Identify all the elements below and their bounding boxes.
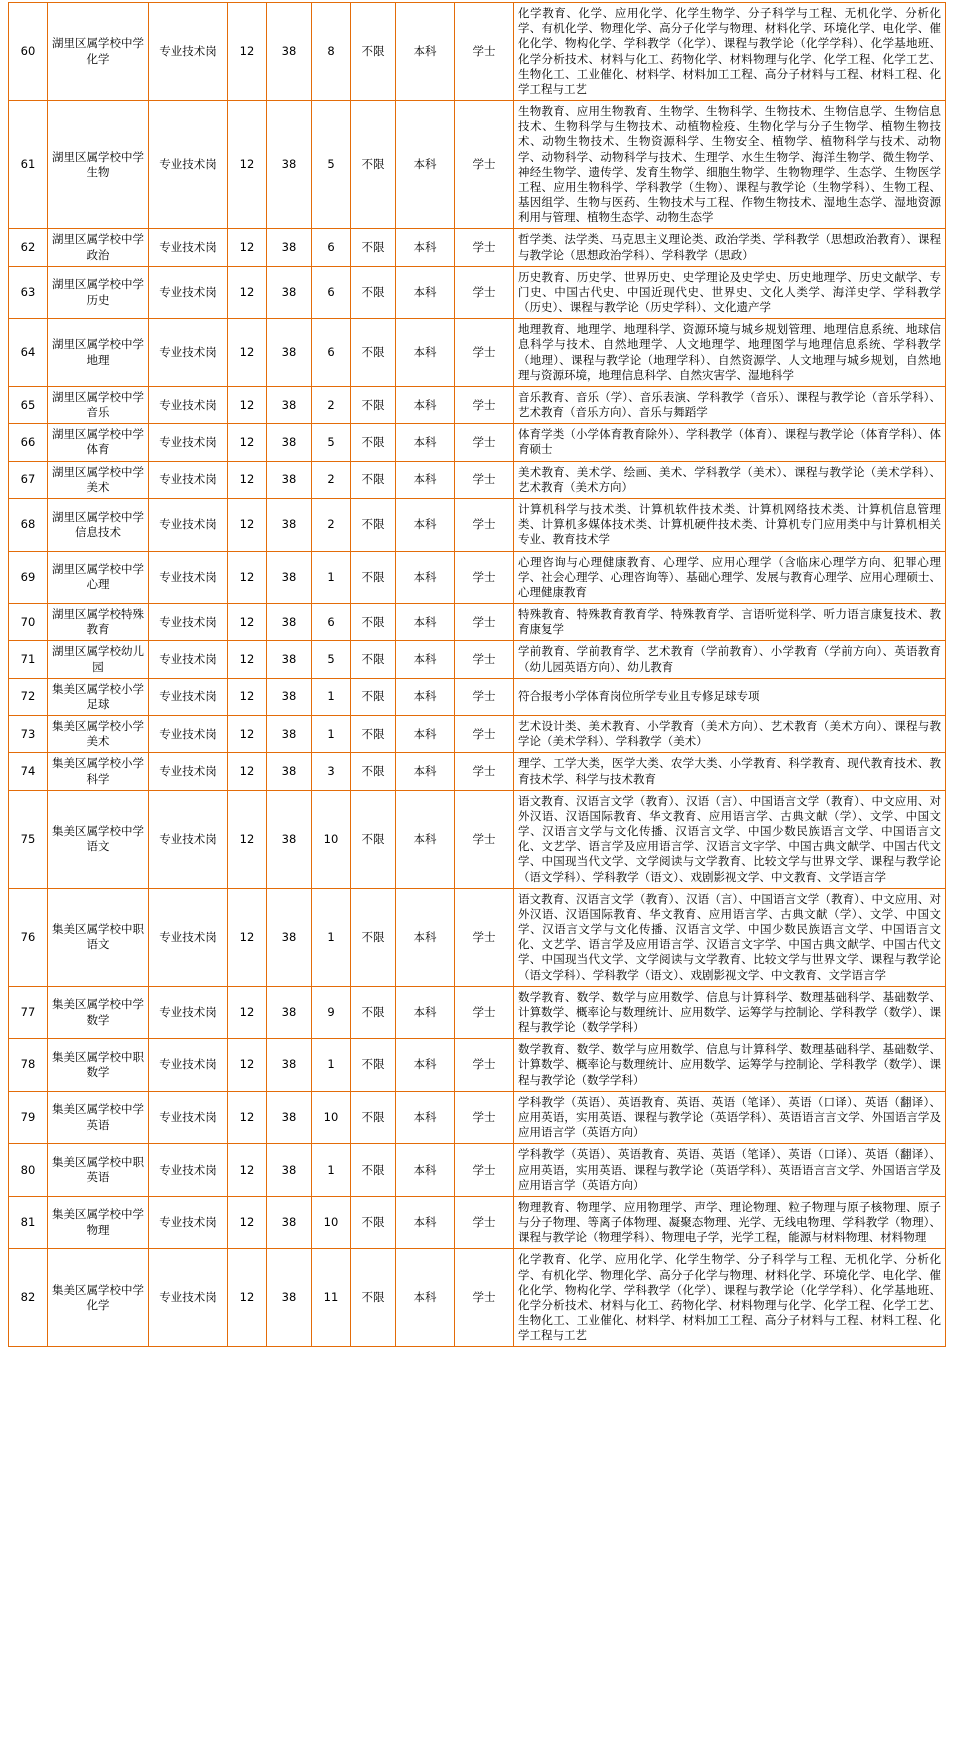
table-row — [9, 1039, 946, 1092]
gender-requirement: 不限 — [351, 1091, 396, 1144]
post-name: 湖里区属学校中学心理 — [48, 551, 149, 604]
degree-requirement: 学士 — [455, 753, 514, 790]
degree-requirement: 学士 — [455, 3, 514, 101]
row-number: 60 — [9, 3, 48, 101]
row-number: 69 — [9, 551, 48, 604]
post-type: 专业技术岗 — [149, 386, 228, 423]
post-type: 专业技术岗 — [149, 790, 228, 888]
education-requirement: 本科 — [396, 641, 455, 678]
degree-requirement: 学士 — [455, 888, 514, 986]
table-row — [9, 551, 946, 604]
table-row — [9, 790, 946, 888]
post-type: 专业技术岗 — [149, 753, 228, 790]
major-requirement — [514, 461, 946, 498]
row-number: 82 — [9, 1249, 48, 1347]
major-requirement — [514, 266, 946, 319]
gender-requirement: 不限 — [351, 229, 396, 266]
major-text: 符合报考小学体育岗位所学专业且专修足球专项 — [518, 689, 760, 704]
gender-requirement: 不限 — [351, 1196, 396, 1249]
value-a: 12 — [228, 1039, 267, 1092]
headcount: 6 — [312, 229, 351, 266]
table-row — [9, 604, 946, 641]
degree-requirement: 学士 — [455, 716, 514, 753]
post-type: 专业技术岗 — [149, 101, 228, 229]
degree-requirement: 学士 — [455, 424, 514, 461]
row-number: 70 — [9, 604, 48, 641]
degree-requirement: 学士 — [455, 461, 514, 498]
education-requirement: 本科 — [396, 888, 455, 986]
major-requirement — [514, 424, 946, 461]
major-requirement — [514, 790, 946, 888]
major-requirement — [514, 1091, 946, 1144]
degree-requirement: 学士 — [455, 641, 514, 678]
row-number: 68 — [9, 498, 48, 551]
major-text: 体育学类（小学体育教育除外）、学科教学（体育）、课程与教学论（体育学科）、体育硕士 — [518, 427, 941, 457]
major-text: 计算机科学与技术类、计算机软件技术类、计算机网络技术类、计算机信息管理类、计算机多媒体技术类、计算机硬件技术类、计算机专门应用类中与计算机相关专业、教育技术学 — [518, 501, 941, 547]
degree-requirement: 学士 — [455, 498, 514, 551]
post-type: 专业技术岗 — [149, 888, 228, 986]
degree-requirement: 学士 — [455, 1249, 514, 1347]
post-type: 专业技术岗 — [149, 1196, 228, 1249]
major-text: 学科教学（英语）、英语教育、英语、英语（笔译）、英语（口译）、英语（翻译）、应用英语，实用英语、课程与教学论（英语学科）、英语语言言文学、外国语言学及应用语言学（英语方向） — [518, 1147, 941, 1192]
major-requirement — [514, 498, 946, 551]
value-b: 38 — [267, 386, 312, 423]
row-number: 64 — [9, 319, 48, 387]
value-a: 12 — [228, 3, 267, 101]
major-requirement — [514, 101, 946, 229]
education-requirement: 本科 — [396, 498, 455, 551]
degree-requirement: 学士 — [455, 1039, 514, 1092]
major-text: 学科教学（英语）、英语教育、英语、英语（笔译）、英语（口译）、英语（翻译）、应用英语，实用英语、课程与教学论（英语学科）、英语语言言文学、外国语言学及应用语言学（英语方向） — [518, 1094, 941, 1140]
gender-requirement: 不限 — [351, 386, 396, 423]
post-type: 专业技术岗 — [149, 1039, 228, 1092]
table-row — [9, 3, 946, 101]
post-name: 湖里区属学校特殊教育 — [48, 604, 149, 641]
headcount: 11 — [312, 1249, 351, 1347]
degree-requirement: 学士 — [455, 101, 514, 229]
row-number: 72 — [9, 678, 48, 715]
gender-requirement: 不限 — [351, 319, 396, 387]
headcount: 1 — [312, 888, 351, 986]
row-number: 74 — [9, 753, 48, 790]
major-text: 特殊教育、特殊教育教育学、特殊教育学、言语听觉科学、听力语言康复技术、教育康复学 — [518, 607, 941, 637]
post-type: 专业技术岗 — [149, 604, 228, 641]
post-name: 集美区属学校小学足球 — [48, 678, 149, 715]
headcount: 1 — [312, 678, 351, 715]
major-text: 美术教育、美术学、绘画、美术、学科教学（美术）、课程与教学论（美术学科）、艺术教育（美术方向） — [518, 464, 941, 494]
document-page — [0, 2, 960, 1347]
education-requirement: 本科 — [396, 229, 455, 266]
major-text: 艺术设计类、美术教育、小学教育（美术方向）、艺术教育（美术方向）、课程与教学论（美术学科）、学科教学（美术） — [518, 719, 941, 749]
post-type: 专业技术岗 — [149, 1249, 228, 1347]
value-b: 38 — [267, 604, 312, 641]
headcount: 10 — [312, 1091, 351, 1144]
value-b: 38 — [267, 1196, 312, 1249]
post-type: 专业技术岗 — [149, 551, 228, 604]
major-requirement — [514, 641, 946, 678]
value-b: 38 — [267, 678, 312, 715]
education-requirement: 本科 — [396, 1039, 455, 1092]
post-type: 专业技术岗 — [149, 229, 228, 266]
post-type: 专业技术岗 — [149, 1091, 228, 1144]
education-requirement: 本科 — [396, 678, 455, 715]
major-requirement — [514, 888, 946, 986]
post-type: 专业技术岗 — [149, 986, 228, 1039]
major-text: 语文教育、汉语言文学（教育）、汉语（言）、中国语言文学（教育）、中文应用、对外汉语、汉语国际教育、华文教育、应用语言学、古典文献（学）、文学、中国文学、汉语言文学与文化传播、汉语言文学、中国少数民族语言文学、中国语言文化、文艺学、语言学及应用语言学、汉语言文字学、中国古典文献学、中国古代文学、中国现当代文学、文学阅读与文学教育、比较文学与世界文学、课程与教学论（语文学科）、学科教学（语文）、戏剧影视文学、中文教育、文学语言学 — [518, 793, 941, 884]
education-requirement: 本科 — [396, 3, 455, 101]
value-b: 38 — [267, 1091, 312, 1144]
headcount: 6 — [312, 319, 351, 387]
post-type: 专业技术岗 — [149, 678, 228, 715]
headcount: 8 — [312, 3, 351, 101]
value-b: 38 — [267, 319, 312, 387]
degree-requirement: 学士 — [455, 386, 514, 423]
table-row — [9, 753, 946, 790]
table-row — [9, 1249, 946, 1347]
post-name: 集美区属学校小学美术 — [48, 716, 149, 753]
post-name: 湖里区属学校中学化学 — [48, 3, 149, 101]
value-a: 12 — [228, 551, 267, 604]
major-text: 心理咨询与心理健康教育、心理学、应用心理学（含临床心理学方向、犯罪心理学、社会心理学、心理咨询等）、基础心理学、发展与教育心理学、应用心理硕士、心理健康教育 — [518, 554, 941, 599]
gender-requirement: 不限 — [351, 1039, 396, 1092]
education-requirement: 本科 — [396, 790, 455, 888]
value-b: 38 — [267, 424, 312, 461]
gender-requirement: 不限 — [351, 641, 396, 678]
post-type: 专业技术岗 — [149, 266, 228, 319]
post-type: 专业技术岗 — [149, 3, 228, 101]
post-name: 集美区属学校中学语文 — [48, 790, 149, 888]
major-text: 数学教育、数学、数学与应用数学、信息与计算科学、数理基础科学、基础数学、计算数学、概率论与数理统计、应用数学、运筹学与控制论、学科教学（数学）、课程与教学论（数学学科） — [518, 989, 941, 1035]
major-requirement — [514, 3, 946, 101]
row-number: 75 — [9, 790, 48, 888]
table-row — [9, 461, 946, 498]
value-a: 12 — [228, 319, 267, 387]
row-number: 76 — [9, 888, 48, 986]
headcount: 1 — [312, 1144, 351, 1197]
value-a: 12 — [228, 790, 267, 888]
table-row — [9, 986, 946, 1039]
post-name: 湖里区属学校中学体育 — [48, 424, 149, 461]
headcount: 1 — [312, 551, 351, 604]
gender-requirement: 不限 — [351, 101, 396, 229]
value-a: 12 — [228, 386, 267, 423]
major-text: 历史教育、历史学、世界历史、史学理论及史学史、历史地理学、历史文献学、专门史、中国古代史、中国近现代史、世界史、文化人类学、海洋史学、学科教学（历史）、课程与教学论（历史学科）、文化遗产学 — [518, 269, 941, 315]
gender-requirement: 不限 — [351, 551, 396, 604]
row-number: 62 — [9, 229, 48, 266]
post-type: 专业技术岗 — [149, 1144, 228, 1197]
major-requirement — [514, 551, 946, 604]
gender-requirement: 不限 — [351, 1144, 396, 1197]
row-number: 67 — [9, 461, 48, 498]
major-text: 化学教育、化学、应用化学、化学生物学、分子科学与工程、无机化学、分析化学、有机化学、物理化学、高分子化学与物理、材料化学、环境化学、电化学、催化化学、物构化学、学科教学（化学）、课程与教学论（化学学科）、化学基地班、化学分析技术、材料与化工、药物化学、材料物理与化学、化学工程、化学工艺、生物化工、工业催化、材料学、材料加工工程、高分子材料与工程、材料工程、化学工程与工艺 — [518, 1252, 941, 1343]
post-name: 集美区属学校中学数学 — [48, 986, 149, 1039]
value-b: 38 — [267, 3, 312, 101]
gender-requirement: 不限 — [351, 461, 396, 498]
row-number: 73 — [9, 716, 48, 753]
value-a: 12 — [228, 716, 267, 753]
major-text: 数学教育、数学、数学与应用数学、信息与计算科学、数理基础科学、基础数学、计算数学、概率论与数理统计、应用数学、运筹学与控制论、学科教学（数学）、课程与教学论（数学学科） — [518, 1042, 941, 1087]
degree-requirement: 学士 — [455, 678, 514, 715]
headcount: 6 — [312, 266, 351, 319]
post-name: 集美区属学校中学物理 — [48, 1196, 149, 1249]
table-row — [9, 386, 946, 423]
major-requirement — [514, 678, 946, 715]
major-requirement — [514, 229, 946, 266]
post-type: 专业技术岗 — [149, 498, 228, 551]
table-row — [9, 1091, 946, 1144]
gender-requirement: 不限 — [351, 604, 396, 641]
major-requirement — [514, 1039, 946, 1092]
headcount: 5 — [312, 641, 351, 678]
value-a: 12 — [228, 1144, 267, 1197]
gender-requirement: 不限 — [351, 498, 396, 551]
major-text: 生物教育、应用生物教育、生物学、生物科学、生物技术、生物信息学、生物信息技术、生物科学与生物技术、动植物检疫、生物化学与分子生物学、植物生物技术、动物生物技术、生物资源科学、生物安全、植物学、植物科学与技术、动物学、动物科学、动物科学与技术、生理学、水生生物学、海洋生物学、微生物学、神经生物学、遗传学、发育生物学、细胞生物学、生物物理学、生态学、生物医学工程、应用生物科学、学科教学（生物）、课程与教学论（生物学科）、生物工程、基因组学、生物与医药、生物技术与工程、作物生物技术、湿地生态学、湿地资源利用与管理、植物生态学、动物生态学 — [518, 104, 941, 225]
headcount: 6 — [312, 604, 351, 641]
value-a: 12 — [228, 986, 267, 1039]
value-b: 38 — [267, 716, 312, 753]
post-name: 湖里区属学校中学美术 — [48, 461, 149, 498]
value-b: 38 — [267, 461, 312, 498]
major-requirement — [514, 1196, 946, 1249]
value-a: 12 — [228, 888, 267, 986]
degree-requirement: 学士 — [455, 1091, 514, 1144]
value-b: 38 — [267, 1249, 312, 1347]
table-row — [9, 1196, 946, 1249]
degree-requirement: 学士 — [455, 790, 514, 888]
major-requirement — [514, 753, 946, 790]
table-row — [9, 716, 946, 753]
post-name: 湖里区属学校幼儿园 — [48, 641, 149, 678]
post-name: 湖里区属学校中学历史 — [48, 266, 149, 319]
value-a: 12 — [228, 1196, 267, 1249]
value-a: 12 — [228, 229, 267, 266]
post-name: 集美区属学校中学化学 — [48, 1249, 149, 1347]
value-a: 12 — [228, 1249, 267, 1347]
value-a: 12 — [228, 753, 267, 790]
post-name: 集美区属学校中职语文 — [48, 888, 149, 986]
gender-requirement: 不限 — [351, 888, 396, 986]
degree-requirement: 学士 — [455, 229, 514, 266]
education-requirement: 本科 — [396, 986, 455, 1039]
gender-requirement: 不限 — [351, 1249, 396, 1347]
headcount: 1 — [312, 716, 351, 753]
post-type: 专业技术岗 — [149, 716, 228, 753]
value-b: 38 — [267, 229, 312, 266]
row-number: 65 — [9, 386, 48, 423]
value-b: 38 — [267, 753, 312, 790]
table-row — [9, 498, 946, 551]
education-requirement: 本科 — [396, 1249, 455, 1347]
row-number: 71 — [9, 641, 48, 678]
education-requirement: 本科 — [396, 753, 455, 790]
headcount: 2 — [312, 386, 351, 423]
education-requirement: 本科 — [396, 386, 455, 423]
major-text: 化学教育、化学、应用化学、化学生物学、分子科学与工程、无机化学、分析化学、有机化学、物理化学、高分子化学与物理、材料化学、环境化学、电化学、催化化学、物构化学、学科教学（化学）、课程与教学论（化学学科）、化学基地班、化学分析技术、材料与化工、药物化学、材料物理与化学、化学工程、化学工艺、生物化工、工业催化、材料学、材料加工工程、高分子材料与工程、材料工程、化学工程与工艺 — [518, 6, 941, 96]
gender-requirement: 不限 — [351, 3, 396, 101]
major-text: 理学、工学大类，医学大类、农学大类、小学教育、科学教育、现代教育技术、教育技术学、科学与技术教育 — [518, 756, 941, 786]
major-requirement — [514, 319, 946, 387]
major-requirement — [514, 604, 946, 641]
major-text: 学前教育、学前教育学、艺术教育（学前教育）、小学教育（学前方向）、英语教育（幼儿园英语方向）、幼儿教育 — [518, 644, 941, 674]
education-requirement: 本科 — [396, 1091, 455, 1144]
post-name: 湖里区属学校中学生物 — [48, 101, 149, 229]
post-type: 专业技术岗 — [149, 424, 228, 461]
value-a: 12 — [228, 498, 267, 551]
education-requirement: 本科 — [396, 319, 455, 387]
degree-requirement: 学士 — [455, 319, 514, 387]
education-requirement: 本科 — [396, 101, 455, 229]
post-name: 湖里区属学校中学信息技术 — [48, 498, 149, 551]
education-requirement: 本科 — [396, 716, 455, 753]
post-name: 集美区属学校中职数学 — [48, 1039, 149, 1092]
education-requirement: 本科 — [396, 266, 455, 319]
value-b: 38 — [267, 1144, 312, 1197]
major-text: 哲学类、法学类、马克思主义理论类、政治学类、学科教学（思想政治教育）、课程与教学论（思想政治学科）、学科教学（思政） — [518, 232, 941, 262]
gender-requirement: 不限 — [351, 986, 396, 1039]
row-number: 80 — [9, 1144, 48, 1197]
value-b: 38 — [267, 498, 312, 551]
value-a: 12 — [228, 266, 267, 319]
post-name: 集美区属学校中学英语 — [48, 1091, 149, 1144]
value-b: 38 — [267, 986, 312, 1039]
major-text: 语文教育、汉语言文学（教育）、汉语（言）、中国语言文学（教育）、中文应用、对外汉语、汉语国际教育、华文教育、应用语言学、古典文献（学）、文学、中国文学、汉语言文学与文化传播、汉语言文学、中国少数民族语言文学、中国语言文化、文艺学、语言学及应用语言学、汉语言文字学、中国古典文献学、中国古代文学、中国现当代文学、文学阅读与文学教育、比较文学与世界文学、课程与教学论（语文学科）、学科教学（语文）、戏剧影视文学、中文教育、文学语言学 — [518, 891, 941, 982]
table-row — [9, 319, 946, 387]
value-a: 12 — [228, 424, 267, 461]
post-type: 专业技术岗 — [149, 461, 228, 498]
value-a: 12 — [228, 101, 267, 229]
degree-requirement: 学士 — [455, 266, 514, 319]
row-number: 66 — [9, 424, 48, 461]
value-b: 38 — [267, 101, 312, 229]
headcount: 10 — [312, 790, 351, 888]
headcount: 10 — [312, 1196, 351, 1249]
gender-requirement: 不限 — [351, 424, 396, 461]
major-text: 物理教育、物理学、应用物理学、声学、理论物理、粒子物理与原子核物理、原子与分子物理、等离子体物理、凝聚态物理、光学、无线电物理、学科教学（物理）、课程与教学论（物理学科）、物理电子学，光学工程，能源与材料物理、材料物理 — [518, 1199, 941, 1245]
gender-requirement: 不限 — [351, 790, 396, 888]
table-row — [9, 229, 946, 266]
degree-requirement: 学士 — [455, 551, 514, 604]
table-row — [9, 424, 946, 461]
value-a: 12 — [228, 604, 267, 641]
row-number: 79 — [9, 1091, 48, 1144]
post-name: 湖里区属学校中学政治 — [48, 229, 149, 266]
value-b: 38 — [267, 1039, 312, 1092]
row-number: 61 — [9, 101, 48, 229]
table-row — [9, 266, 946, 319]
headcount: 5 — [312, 424, 351, 461]
education-requirement: 本科 — [396, 551, 455, 604]
table-row — [9, 1144, 946, 1197]
value-b: 38 — [267, 641, 312, 678]
education-requirement: 本科 — [396, 461, 455, 498]
major-requirement — [514, 1249, 946, 1347]
row-number: 78 — [9, 1039, 48, 1092]
headcount: 5 — [312, 101, 351, 229]
headcount: 3 — [312, 753, 351, 790]
table-row — [9, 101, 946, 229]
degree-requirement: 学士 — [455, 1144, 514, 1197]
degree-requirement: 学士 — [455, 986, 514, 1039]
value-a: 12 — [228, 641, 267, 678]
value-b: 38 — [267, 266, 312, 319]
major-requirement — [514, 1144, 946, 1197]
post-name: 集美区属学校中职英语 — [48, 1144, 149, 1197]
table-body — [9, 3, 946, 1347]
major-text: 音乐教育、音乐（学）、音乐表演、学科教学（音乐）、课程与教学论（音乐学科）、艺术教育（音乐方向）、音乐与舞蹈学 — [518, 389, 941, 420]
headcount: 1 — [312, 1039, 351, 1092]
recruitment-table — [8, 2, 946, 1347]
row-number: 77 — [9, 986, 48, 1039]
post-name: 湖里区属学校中学地理 — [48, 319, 149, 387]
degree-requirement: 学士 — [455, 1196, 514, 1249]
major-requirement — [514, 716, 946, 753]
value-a: 12 — [228, 1091, 267, 1144]
gender-requirement: 不限 — [351, 266, 396, 319]
value-a: 12 — [228, 678, 267, 715]
post-name: 湖里区属学校中学音乐 — [48, 386, 149, 423]
value-b: 38 — [267, 888, 312, 986]
major-requirement — [514, 386, 946, 423]
education-requirement: 本科 — [396, 604, 455, 641]
degree-requirement: 学士 — [455, 604, 514, 641]
value-a: 12 — [228, 461, 267, 498]
table-row — [9, 678, 946, 715]
value-b: 38 — [267, 790, 312, 888]
headcount: 2 — [312, 498, 351, 551]
value-b: 38 — [267, 551, 312, 604]
headcount: 9 — [312, 986, 351, 1039]
table-row — [9, 641, 946, 678]
major-text: 地理教育、地理学、地理科学、资源环境与城乡规划管理、地理信息系统、地球信息科学与技术、自然地理学、人文地理学、地理图学与地理信息系统、学科教学（地理）、课程与教学论（地理学科）、自然资源学、人文地理与城乡规划，自然地理与资源环境，地理信息科学、自然灾害学、湿地科学 — [518, 322, 941, 382]
gender-requirement: 不限 — [351, 753, 396, 790]
education-requirement: 本科 — [396, 424, 455, 461]
education-requirement: 本科 — [396, 1196, 455, 1249]
post-type: 专业技术岗 — [149, 641, 228, 678]
post-type: 专业技术岗 — [149, 319, 228, 387]
table-row — [9, 888, 946, 986]
post-name: 集美区属学校小学科学 — [48, 753, 149, 790]
major-requirement — [514, 986, 946, 1039]
row-number: 81 — [9, 1196, 48, 1249]
education-requirement: 本科 — [396, 1144, 455, 1197]
headcount: 2 — [312, 461, 351, 498]
gender-requirement: 不限 — [351, 716, 396, 753]
row-number: 63 — [9, 266, 48, 319]
gender-requirement: 不限 — [351, 678, 396, 715]
